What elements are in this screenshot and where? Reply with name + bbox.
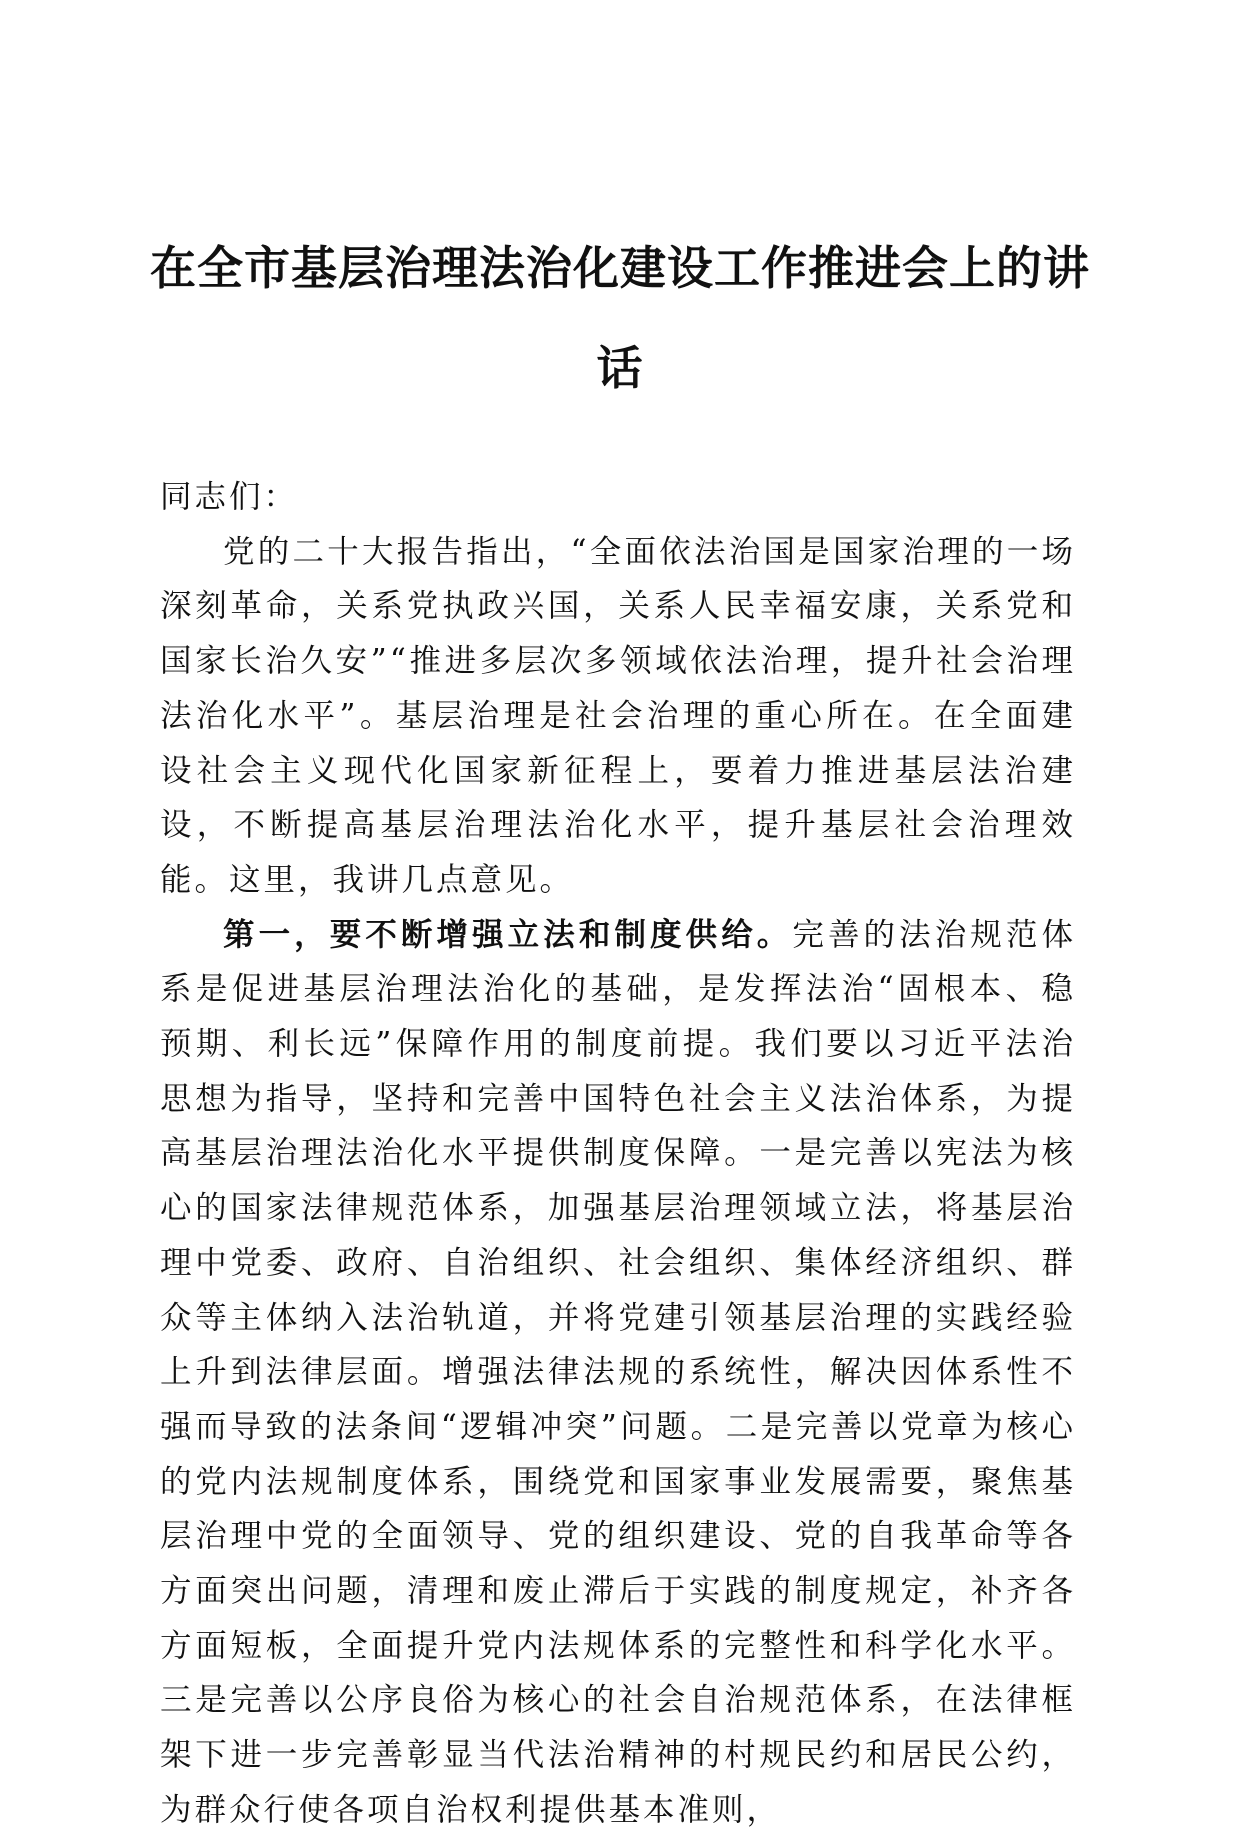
paragraph-text: 党的二十大报告指出，“全面依法治国是国家治理的一场深刻革命，关系党执政兴国，关系人民幸福安康，关系党和国家长治久安”“推进多层次多领域依法治理，提升社会治理法治化水平”。基层治理是社会治理的重心所在。在全面建设社会主义现代化国家新征程上，要着力推进基层法治建设，不断提高基层治理法治化水平，提升基层社会治理效能。这里，我讲几点意见。 [160, 533, 1076, 898]
paragraph-lead-heading: 第一，要不断增强立法和制度供给。 [223, 916, 793, 953]
document-title: 在全市基层治理法治化建设工作推进会上的讲话 [150, 241, 1090, 395]
document-body [160, 470, 1076, 1838]
salutation: 同志们： [160, 479, 299, 515]
paragraph-intro [160, 525, 1076, 908]
paragraph-text: 完善的法治规范体系是促进基层治理法治化的基础，是发挥法治“固根本、稳预期、利长远”保障作用的制度前提。我们要以习近平法治思想为指导，坚持和完善中国特色社会主义法治体系，为提高基层治理法治化水平提供制度保障。一是完善以宪法为核心的国家法律规范体系，加强基层治理领域立法，将基层治理中党委、政府、自治组织、社会组织、集体经济组织、群众等主体纳入法治轨道，并将党建引领基层治理的实践经验上升到法律层面。增强法律法规的系统性，解决因体系性不强而导致的法条间“逻辑冲突”问题。二是完善以党章为核心的党内法规制度体系，围绕党和国家事业发展需要，聚焦基层治理中党的全面领导、党的组织建设、党的自我革命等各方面突出问题，清理和废止滞后于实践的制度规定，补齐各方面短板，全面提升党内法规体系的完整性和科学化水平。三是完善以公序良俗为核心的社会自治规范体系，在法律框架下进一步完善彰显当代法治精神的村规民约和居民公约，为群众行使各项自治权利提供基本准则， [160, 916, 1076, 1828]
paragraph-point-one [160, 908, 1076, 1838]
